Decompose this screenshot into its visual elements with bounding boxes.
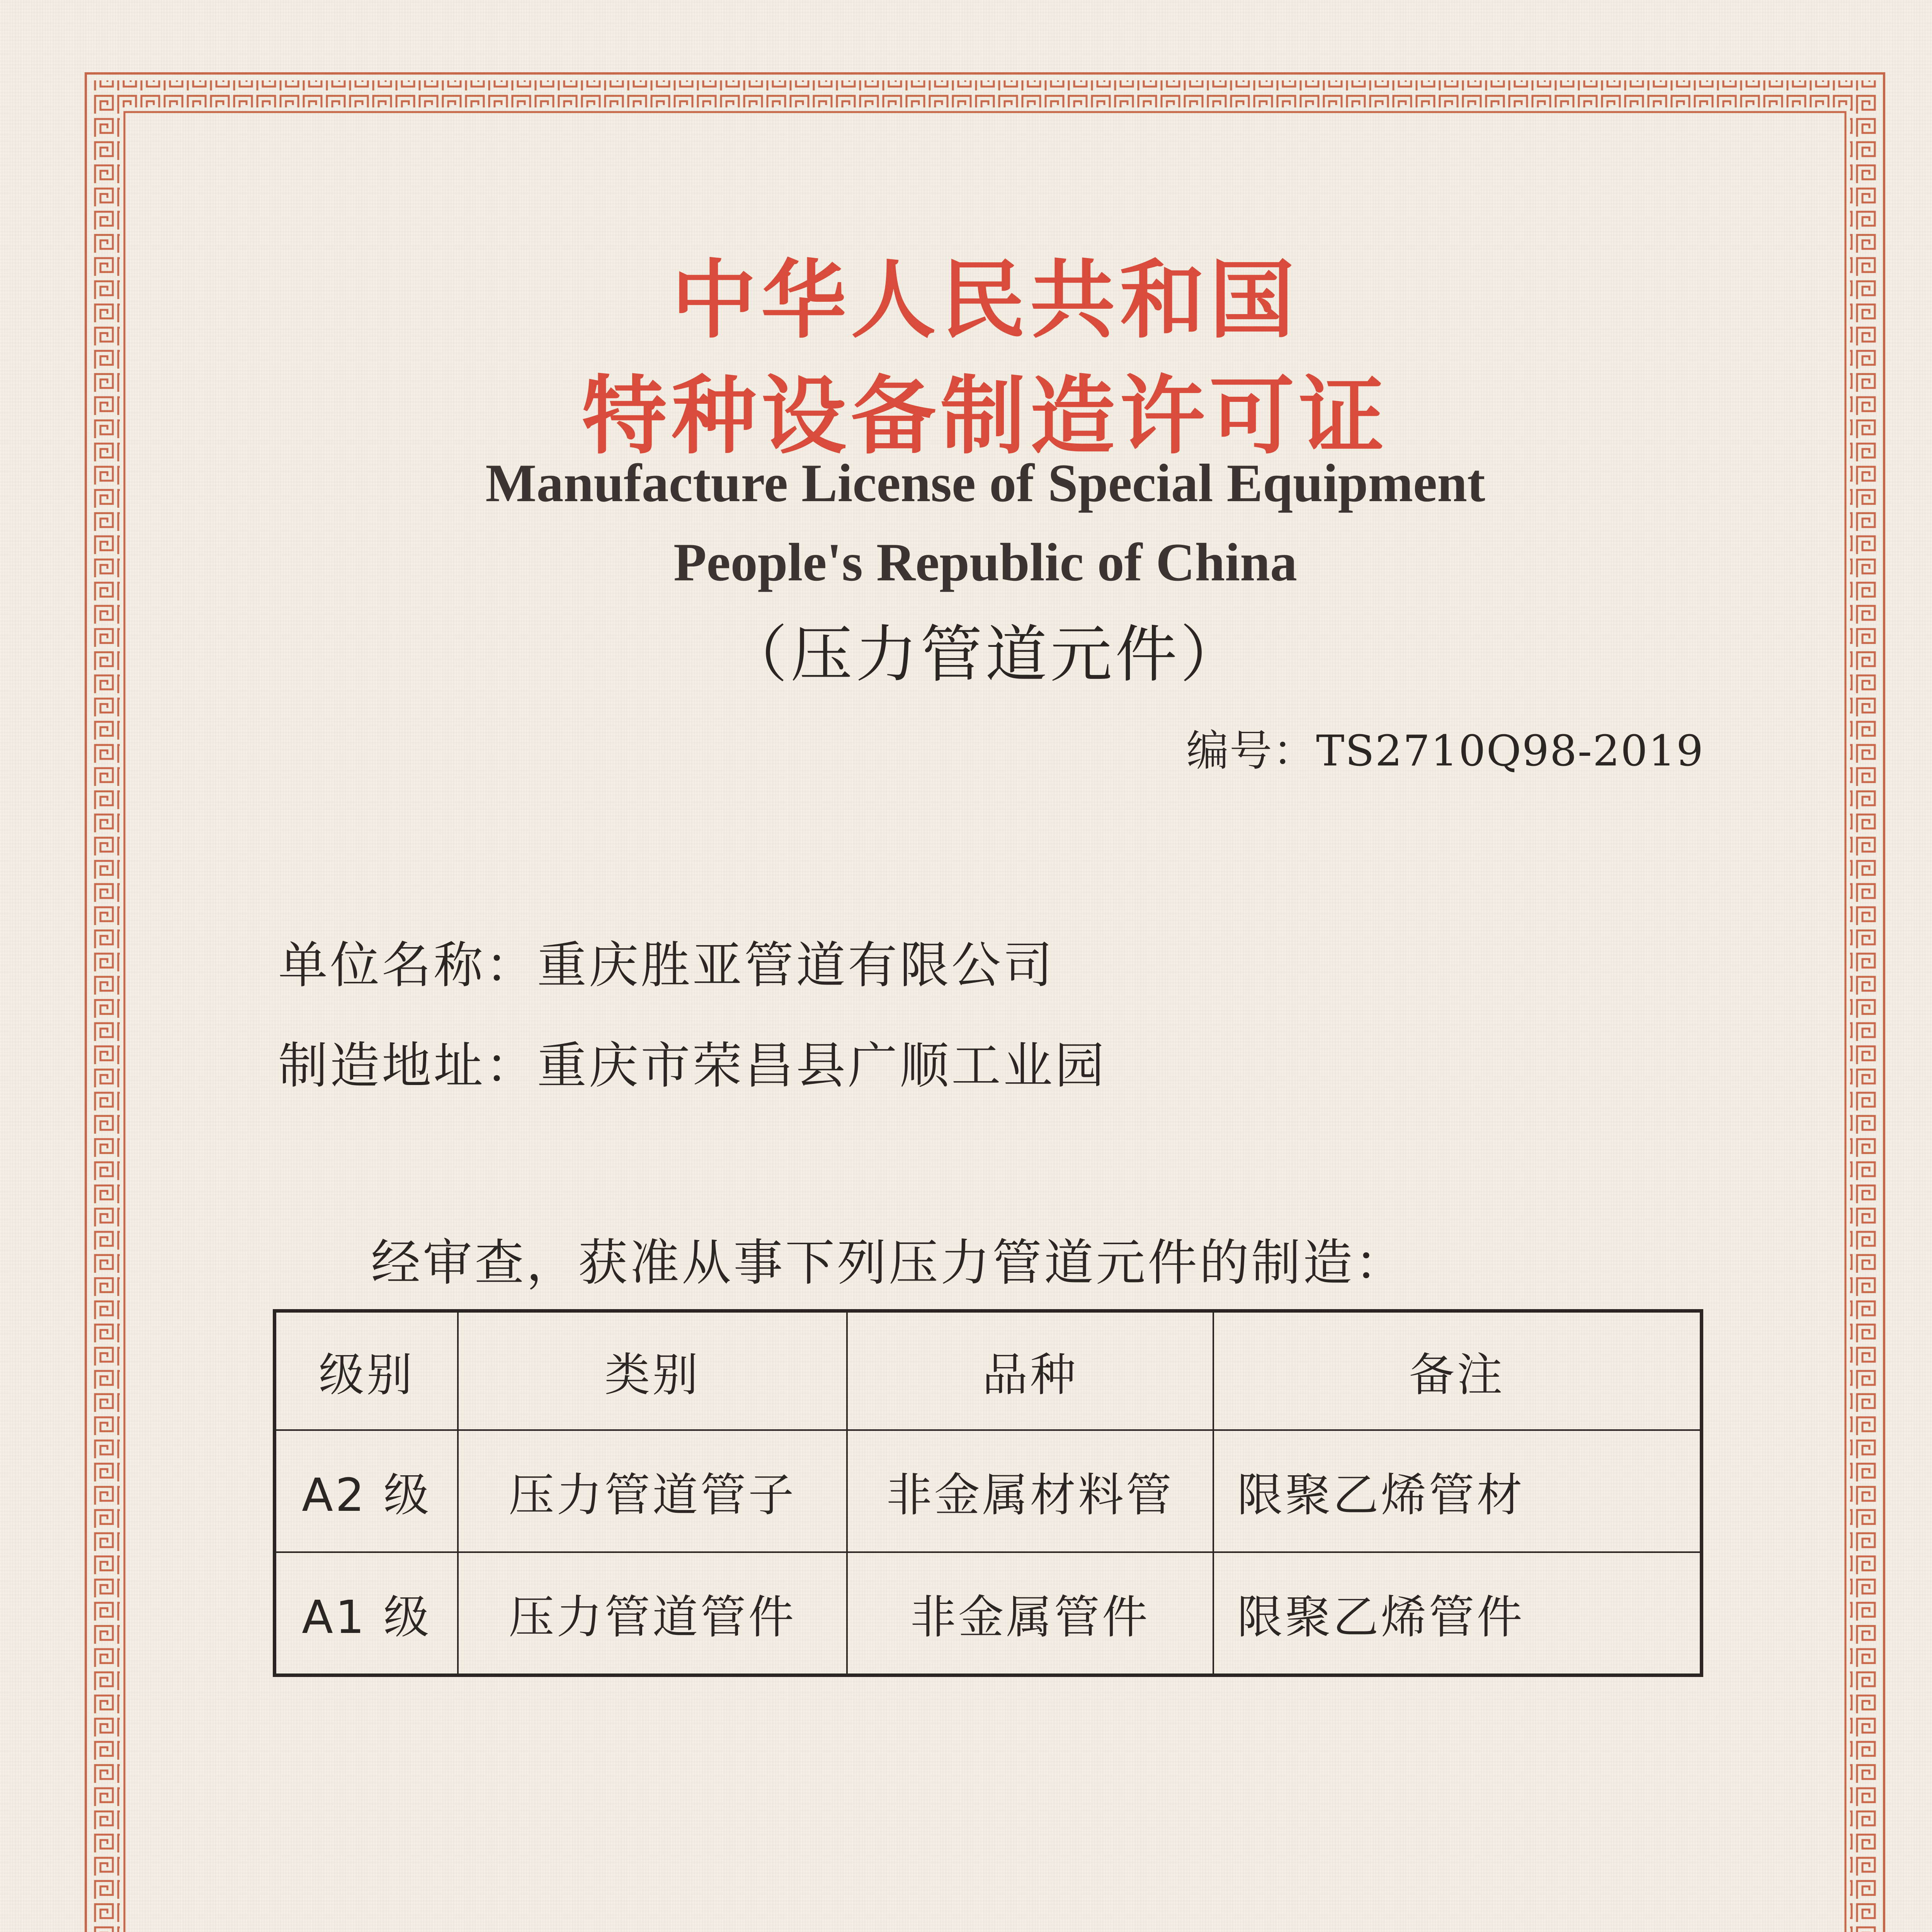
title-cn-line2: 特种设备制造许可证 <box>582 367 1389 466</box>
cell-remark: 限聚乙烯管材 <box>1213 1430 1702 1552</box>
cell-variety: 非金属材料管 <box>847 1430 1213 1552</box>
title-en-line1: Manufacture License of Special Equipment <box>485 453 1485 513</box>
title-cn-line1: 中华人民共和国 <box>671 251 1299 350</box>
unit-name-label: 单位名称： <box>278 937 537 994</box>
cell-category: 压力管道管件 <box>458 1552 847 1675</box>
cell-variety: 非金属管件 <box>847 1552 1213 1675</box>
table-row <box>275 1430 1702 1552</box>
cell-remark: 限聚乙烯管件 <box>1213 1552 1702 1675</box>
address-label: 制造地址： <box>278 1037 537 1095</box>
unit-name-value: 重庆胜亚管道有限公司 <box>537 937 1055 994</box>
cell-level: A1 级 <box>275 1552 458 1675</box>
serial-number: 编号：TS2710Q98-2019 <box>1186 726 1704 776</box>
permits-table <box>273 1309 1703 1677</box>
table-row <box>275 1552 1702 1675</box>
address-value: 重庆市荣昌县广顺工业园 <box>537 1037 1107 1095</box>
address-row <box>278 1026 1107 1097</box>
category-subtitle: （压力管道元件） <box>725 618 1245 690</box>
title-en-line2: People's Republic of China <box>673 532 1298 592</box>
table-header-row <box>275 1311 1702 1430</box>
header-level: 级别 <box>275 1311 458 1430</box>
unit-name-row <box>278 925 1055 997</box>
header-remark: 备注 <box>1213 1311 1702 1430</box>
header-variety: 品种 <box>847 1311 1213 1430</box>
intro-text: 经审查，获准从事下列压力管道元件的制造： <box>371 1234 1407 1292</box>
cell-level: A2 级 <box>275 1430 458 1552</box>
header-category: 类别 <box>458 1311 847 1430</box>
cell-category: 压力管道管子 <box>458 1430 847 1552</box>
